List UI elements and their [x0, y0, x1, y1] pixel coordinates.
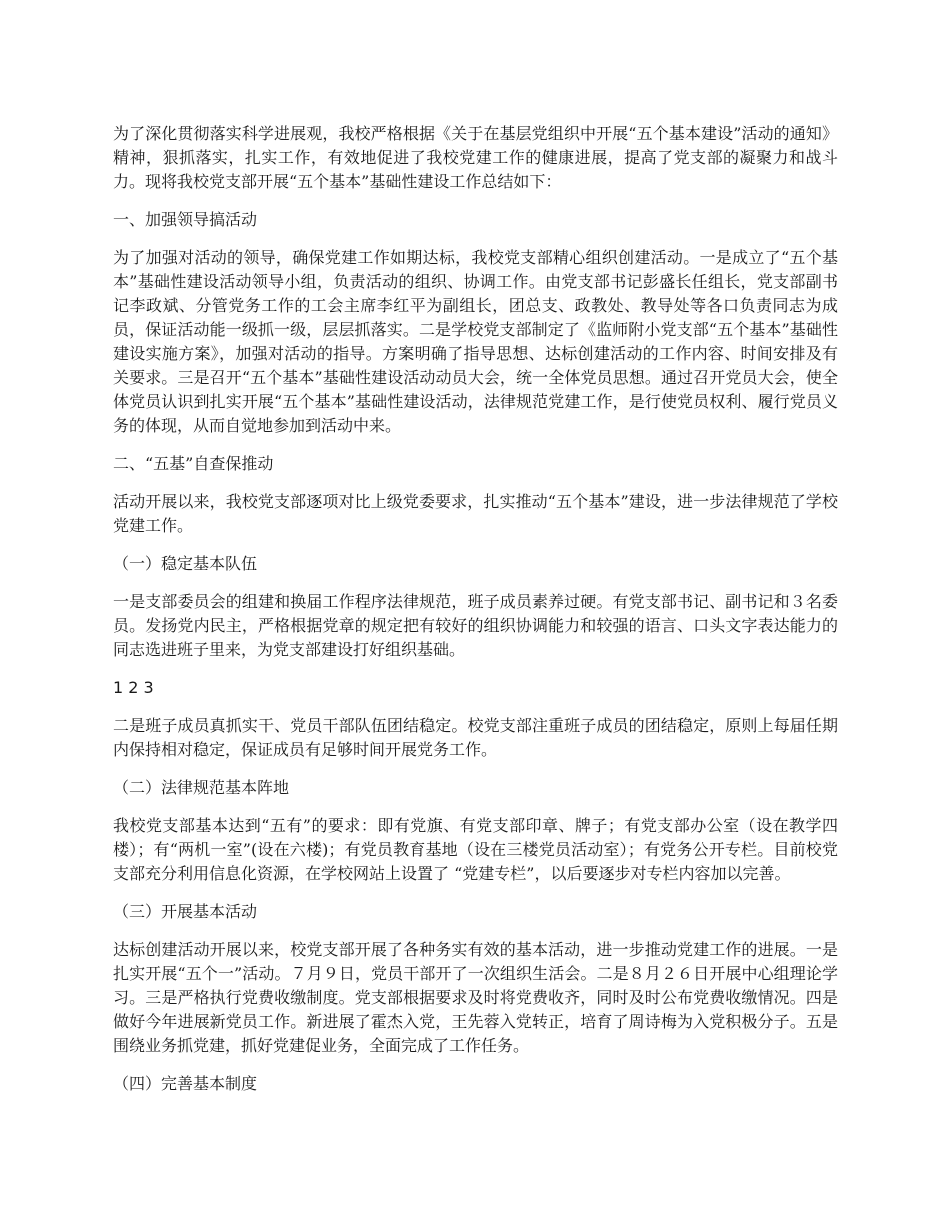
subsection-4-heading: （四）完善基本制度 [113, 1074, 258, 1093]
subsection-2-heading: （二）法律规范基本阵地 [113, 778, 290, 797]
section-2-paragraph: 活动开展以来，我校党支部逐项对比上级党委要求，扎实推动“五个基本”建设，进一步法律规范了学校党建工作。 [113, 492, 838, 535]
subsection-3-paragraph: 达标创建活动开展以来，校党支部开展了各种务实有效的基本活动，进一步推动党建工作的进展。一是扎实开展“五个一”活动。７月９日，党员干部开了一次组织生活会。二是８月２６日开展中心组理论学习。三是严格执行党费收缴制度。党支部根据要求及时将党费收齐，同时及时公布党费收缴情况。四是做好今年进展新党员工作。新进展了霍杰入党，王先蓉入党转正，培育了周诗梅为入党积极分子。五是围绕业务抓党建，抓好党建促业务，全面完成了工作任务。 [113, 940, 838, 1055]
section-2-heading: 二、“五基”自查保推动 [113, 454, 274, 473]
section-1-paragraph: 为了加强对活动的领导，确保党建工作如期达标，我校党支部精心组织创建活动。一是成立了“五个基本”基础性建设活动领导小组，负责活动的组织、协调工作。由党支部书记彭盛长任组长，党支部副书记李政斌、分管党务工作的工会主席李红平为副组长，团总支、政教处、教导处等各口负责同志为成员，保证活动能一级抓一级，层层抓落实。二是学校党支部制定了《监师附小党支部“五个基本”基础性建设实施方案》，加强对活动的指导。方案明确了指导思想、达标创建活动的工作内容、时间安排及有关要求。三是召开“五个基本”基础性建设活动动员大会，统一全体党员思想。通过召开党员大会，使全体党员认识到扎实开展“五个基本”基础性建设活动，法律规范党建工作，是行使党员权利、履行党员义务的体现，从而自觉地参加到活动中来。 [113, 248, 838, 435]
intro-paragraph: 为了深化贯彻落实科学进展观，我校严格根据《关于在基层党组织中开展“五个基本建设”活动的通知》精神，狠抓落实，扎实工作，有效地促进了我校党建工作的健康进展，提高了党支部的凝聚力和战斗力。现将我校党支部开展“五个基本”基础性建设工作总结如下： [113, 124, 838, 191]
subsection-1-paragraph-2: 二是班子成员真抓实干、党员干部队伍团结稳定。校党支部注重班子成员的团结稳定，原则上每届任期内保持相对稳定，保证成员有足够时间开展党务工作。 [113, 716, 838, 759]
subsection-2-paragraph: 我校党支部基本达到“五有”的要求：即有党旗、有党支部印章、牌子；有党支部办公室（设在教学四楼）；有“两机一室”(设在六楼)；有党员教育基地（设在三楼党员活动室）；有党务公开专栏。目前校党支部充分利用信息化资源，在学校网站上设置了 “党建专栏”，以后要逐步对专栏内容加以完善。 [113, 816, 838, 883]
subsection-3-heading: （三）开展基本活动 [113, 902, 258, 921]
subsection-1-heading: （一）稳定基本队伍 [113, 554, 258, 573]
page-marker: 1 2 3 [113, 678, 154, 697]
subsection-1-paragraph-1: 一是支部委员会的组建和换届工作程序法律规范，班子成员素养过硬。有党支部书记、副书记和３名委员。发扬党内民主，严格根据党章的规定把有较好的组织协调能力和较强的语言、口头文字表达能力的同志选进班子里来，为党支部建设打好组织基础。 [113, 592, 838, 659]
section-1-heading: 一、加强领导搞活动 [113, 210, 258, 229]
